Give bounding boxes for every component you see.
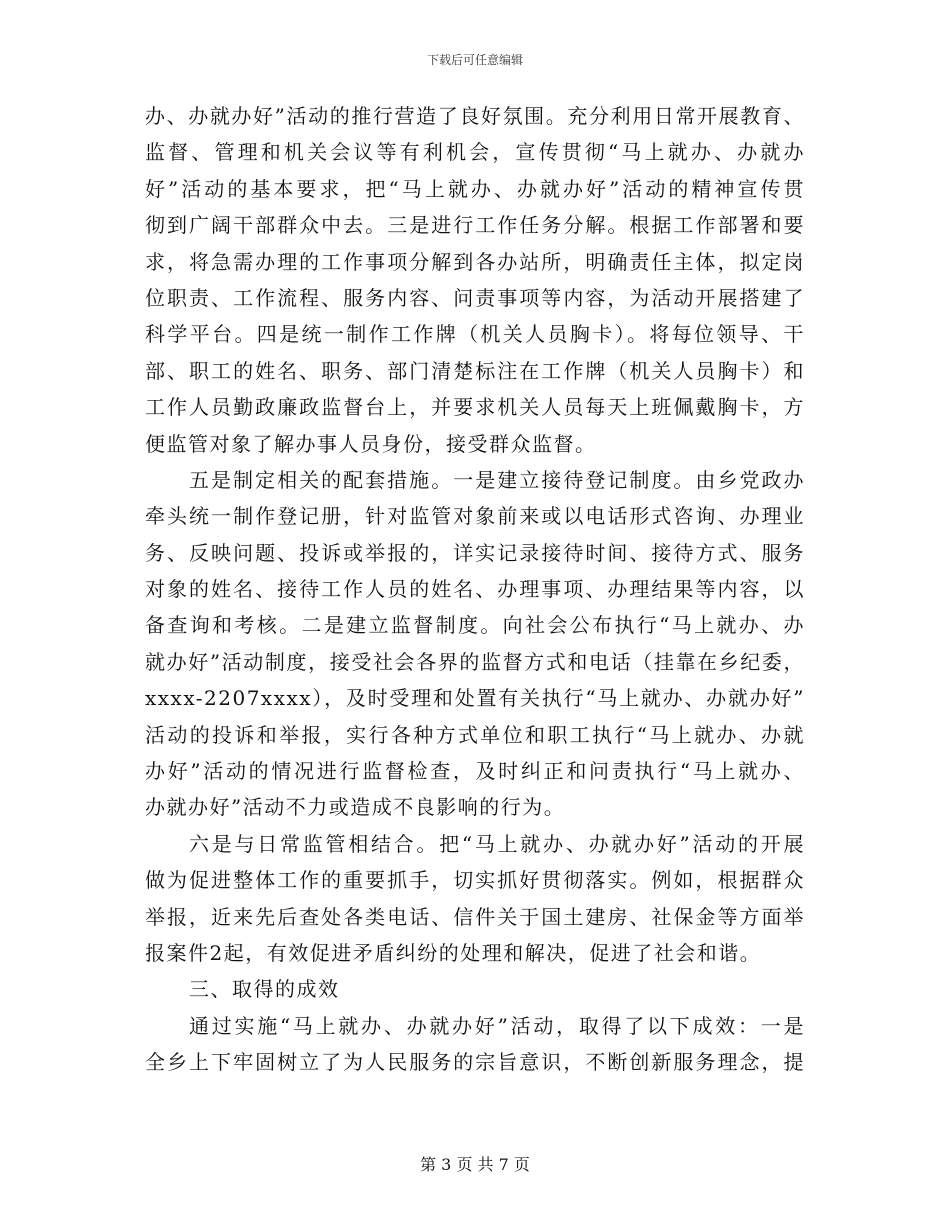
text-line: 监督、管理和机关会议等有利机会，宣传贯彻“马上就办、办就办 xyxy=(145,140,805,165)
text-line: 务、反映问题、投诉或举报的，详实记录接待时间、接待方式、服务 xyxy=(145,540,805,565)
text-line: 备查询和考核。二是建立监督制度。向社会公布执行“马上就办、办 xyxy=(145,613,805,638)
section-heading: 三、取得的成效 xyxy=(189,977,340,1002)
text-line: 彻到广阔干部群众中去。三是进行工作任务分解。根据工作部署和要 xyxy=(145,213,805,238)
paragraph-first-line: 五是制定相关的配套措施。一是建立接待登记制度。由乡党政办 xyxy=(189,467,805,492)
text-line: 全乡上下牢固树立了为人民服务的宗旨意识，不断创新服务理念，提 xyxy=(145,1050,805,1075)
text-line: 办就办好”活动不力或造成不良影响的行为。 xyxy=(145,795,566,820)
text-line: 好”活动的基本要求，把“马上就办、办就办好”活动的精神宣传贯 xyxy=(145,176,805,201)
text-line: 求，将急需办理的工作事项分解到各办站所，明确责任主体，拟定岗 xyxy=(145,249,805,274)
text-line: 举报，近来先后查处各类电话、信件关于国土建房、社保金等方面举 xyxy=(145,904,805,929)
text-line: 活动的投诉和举报，实行各种方式单位和职工执行“马上就办、办就 xyxy=(145,722,805,747)
paragraph-first-line: 通过实施“马上就办、办就办好”活动，取得了以下成效：一是 xyxy=(189,1013,805,1038)
text-line: xxxx-2207xxxx），及时受理和处置有关执行“马上就办、办就办好” xyxy=(145,686,805,711)
text-line: 科学平台。四是统一制作工作牌（机关人员胸卡）。将每位领导、干 xyxy=(145,322,805,347)
text-line: 位职责、工作流程、服务内容、问责事项等内容，为活动开展搭建了 xyxy=(145,285,805,310)
text-line: 对象的姓名、接待工作人员的姓名、办理事项、办理结果等内容，以 xyxy=(145,577,805,602)
text-line: 部、职工的姓名、职务、部门清楚标注在工作牌（机关人员胸卡）和 xyxy=(145,358,805,383)
paragraph-first-line: 六是与日常监管相结合。把“马上就办、办就办好”活动的开展 xyxy=(189,831,805,856)
document-body xyxy=(145,98,805,1081)
text-line: 报案件2起，有效促进矛盾纠纷的处理和解决，促进了社会和谐。 xyxy=(145,940,762,965)
text-line: 牵头统一制作登记册，针对监管对象前来或以电话形式咨询、办理业 xyxy=(145,504,805,529)
text-line: 办好”活动的情况进行监督检查，及时纠正和问责执行“马上就办、 xyxy=(145,759,805,784)
text-line: 办、办就办好”活动的推行营造了良好氛围。充分利用日常开展教育、 xyxy=(145,104,805,128)
text-line: 便监管对象了解办事人员身份，接受群众监督。 xyxy=(145,431,597,456)
page-footer: 第 3 页 共 7 页 xyxy=(420,1155,530,1174)
text-line: 工作人员勤政廉政监督台上，并要求机关人员每天上班佩戴胸卡，方 xyxy=(145,395,805,420)
page-header: 下载后可任意编辑 xyxy=(426,53,523,67)
text-line: 做为促进整体工作的重要抓手，切实抓好贯彻落实。例如，根据群众 xyxy=(145,868,805,893)
text-line: 就办好”活动制度，接受社会各界的监督方式和电话（挂靠在乡纪委， xyxy=(145,649,805,674)
